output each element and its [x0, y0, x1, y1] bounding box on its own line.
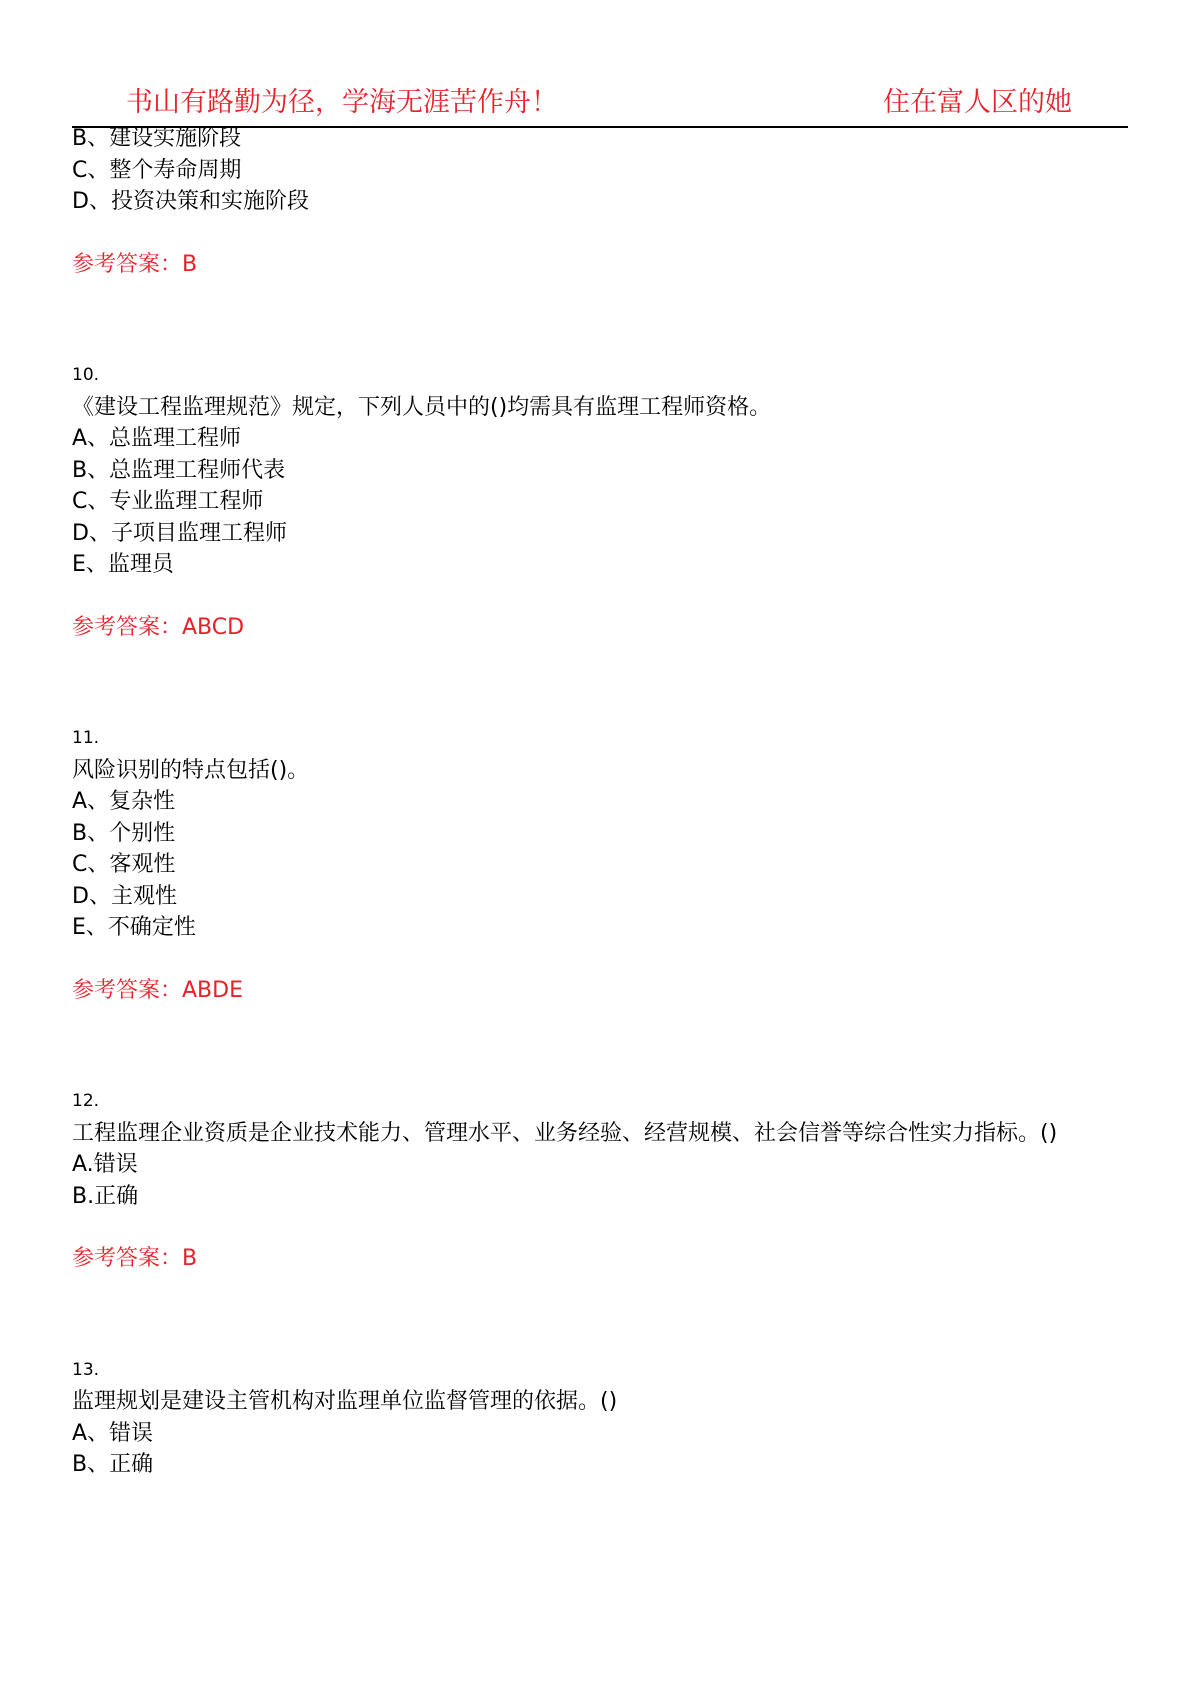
reference-answer: 参考答案：ABCD — [72, 614, 245, 640]
option-a: A、错误 — [72, 1420, 154, 1446]
option-b: B、建设实施阶段 — [72, 126, 242, 151]
reference-answer: 参考答案：B — [72, 1246, 198, 1271]
question-12 — [72, 1086, 1132, 1275]
reference-answer: 参考答案：ABDE — [72, 977, 243, 1003]
option-c: C、客观性 — [72, 852, 176, 877]
option-a: A、复杂性 — [72, 789, 176, 814]
question-9-tail — [72, 123, 1132, 280]
option-c: C、专业监理工程师 — [72, 489, 264, 514]
header-motto-left: 书山有路勤为径，学海无涯苦作舟！ — [126, 87, 558, 118]
question-number: 12. — [72, 1091, 100, 1111]
option-b: B、正确 — [72, 1452, 154, 1477]
spacer — [72, 280, 1132, 360]
option-b: B.正确 — [72, 1183, 139, 1209]
reference-answer: 参考答案：B — [72, 251, 198, 277]
question-number: 11. — [72, 728, 100, 748]
option-e: E、监理员 — [72, 552, 174, 577]
question-13 — [72, 1355, 1132, 1481]
option-a: A、总监理工程师 — [72, 426, 242, 451]
option-d: D、主观性 — [72, 883, 177, 909]
question-number: 13. — [72, 1359, 100, 1380]
question-stem: 《建设工程监理规范》规定，下列人员中的()均需具有监理工程师资格。 — [72, 394, 772, 420]
header-motto-right: 住在富人区的她 — [883, 87, 1072, 118]
question-10 — [72, 360, 1132, 643]
document-body — [72, 123, 1132, 1481]
option-b: B、总监理工程师代表 — [72, 457, 286, 483]
question-stem: 监理规划是建设主管机构对监理单位监督管理的依据。() — [72, 1389, 618, 1414]
question-stem: 风险识别的特点包括()。 — [72, 757, 310, 783]
question-11 — [72, 723, 1132, 1006]
spacer — [72, 1275, 1132, 1355]
option-c: C、整个寿命周期 — [72, 157, 242, 183]
option-d: D、子项目监理工程师 — [72, 520, 287, 546]
option-e: E、不确定性 — [72, 915, 196, 940]
option-d: D、投资决策和实施阶段 — [72, 189, 309, 214]
option-a: A.错误 — [72, 1152, 138, 1177]
page-header — [72, 76, 1128, 128]
question-stem: 工程监理企业资质是企业技术能力、管理水平、业务经验、经营规模、社会信誉等综合性实力指标。() — [72, 1120, 1058, 1146]
spacer — [72, 643, 1132, 723]
option-b: B、个别性 — [72, 820, 176, 846]
spacer — [72, 1006, 1132, 1086]
question-number: 10. — [72, 365, 100, 385]
